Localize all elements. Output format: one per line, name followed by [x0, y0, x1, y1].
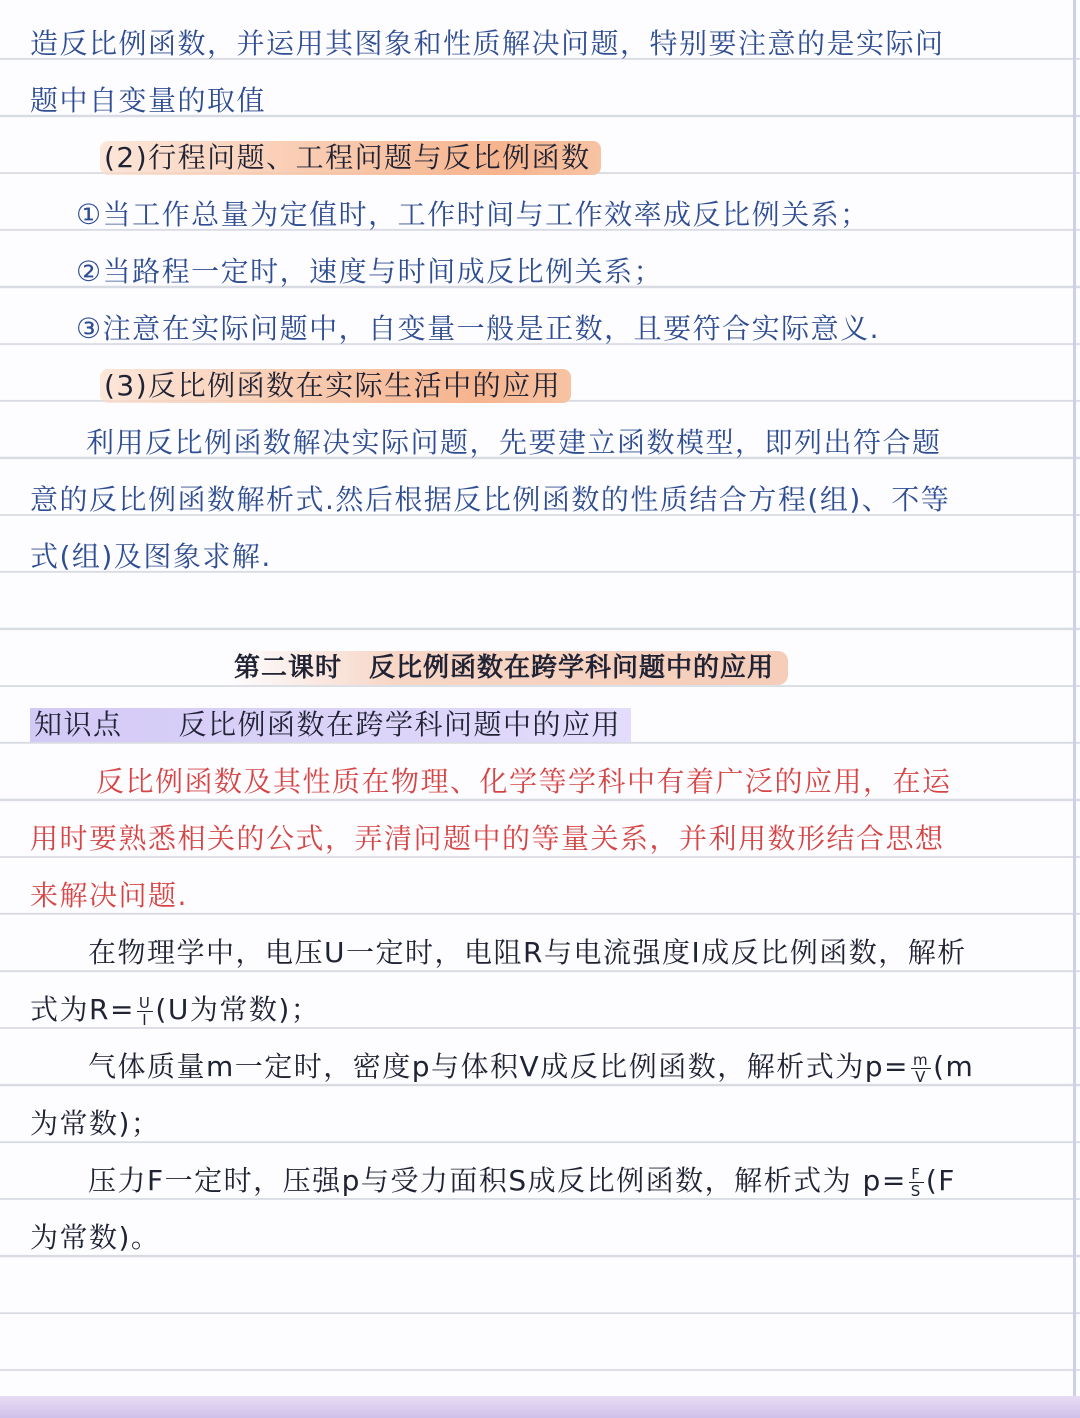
heading-text: (3)反比例函数在实际生活中的应用	[100, 369, 571, 403]
text: ①当工作总量为定值时，工作时间与工作效率成反比例关系；	[76, 198, 870, 231]
denominator: V	[915, 1067, 927, 1086]
text-line	[0, 472, 1080, 528]
denominator: I	[142, 1010, 149, 1029]
formula-line	[0, 1153, 1080, 1209]
denominator: S	[910, 1181, 922, 1200]
text: 用时要熟悉相关的公式，弄清问题中的等量关系，并利用数形结合思想	[30, 822, 945, 855]
text-line	[0, 73, 1080, 129]
list-item	[0, 301, 1080, 357]
lesson-title	[0, 640, 1080, 696]
text-line	[0, 529, 1080, 585]
fraction	[137, 995, 153, 1028]
heading-text: (2)行程问题、工程问题与反比例函数	[100, 141, 601, 175]
text: (U为常数)；	[155, 993, 321, 1026]
fraction	[911, 1052, 931, 1085]
text: 为常数)；	[30, 1107, 161, 1140]
text: 来解决问题.	[30, 879, 188, 912]
text: 式为R=	[30, 993, 135, 1026]
text-line	[0, 1210, 1080, 1266]
numerator: U	[138, 993, 152, 1012]
formula-line	[0, 1039, 1080, 1095]
text: 造反比例函数，并运用其图象和性质解决问题，特别要注意的是实际问	[30, 27, 945, 60]
text: (m	[933, 1050, 975, 1083]
page-bottom-band	[0, 1396, 1080, 1418]
text: 意的反比例函数解析式.然后根据反比例函数的性质结合方程(组)、不等	[30, 483, 951, 516]
formula-line	[0, 982, 1080, 1038]
knowledge-point-highlight	[30, 708, 631, 742]
text: 为常数)。	[30, 1221, 161, 1254]
knowledge-point-heading	[0, 697, 1080, 753]
text-line	[0, 1096, 1080, 1152]
text-line	[0, 811, 1080, 867]
text-line	[0, 868, 1080, 924]
text-line	[0, 16, 1080, 72]
numerator: F	[909, 1166, 924, 1183]
fraction	[909, 1166, 924, 1199]
lesson-title-text: 第二课时 反比例函数在跨学科问题中的应用	[228, 651, 788, 685]
text: ②当路程一定时，速度与时间成反比例关系；	[76, 255, 664, 288]
section-heading-2	[0, 130, 1080, 186]
text: (F	[925, 1164, 956, 1197]
knowledge-label: 知识点	[34, 708, 123, 741]
text: 反比例函数及其性质在物理、化学等学科中有着广泛的应用，在运	[96, 765, 952, 798]
text-line	[0, 925, 1080, 981]
section-heading-3	[0, 358, 1080, 414]
list-item	[0, 187, 1080, 243]
text-line	[0, 754, 1080, 810]
text: 压力F一定时，压强p与受力面积S成反比例函数，解析式为 p=	[88, 1164, 907, 1197]
knowledge-title: 反比例函数在跨学科问题中的应用	[178, 708, 622, 741]
text: 利用反比例函数解决实际问题，先要建立函数模型，即列出符合题	[86, 426, 942, 459]
list-item	[0, 244, 1080, 300]
numerator: m	[912, 1050, 930, 1069]
text: 题中自变量的取值	[30, 84, 267, 117]
text: 式(组)及图象求解.	[30, 540, 272, 573]
text-line	[0, 415, 1080, 471]
text: ③注意在实际问题中，自变量一般是正数，且要符合实际意义.	[76, 312, 881, 345]
text: 气体质量m一定时，密度p与体积V成反比例函数，解析式为p=	[88, 1050, 909, 1083]
text: 在物理学中，电压U一定时，电阻R与电流强度I成反比例函数，解析	[88, 936, 967, 969]
